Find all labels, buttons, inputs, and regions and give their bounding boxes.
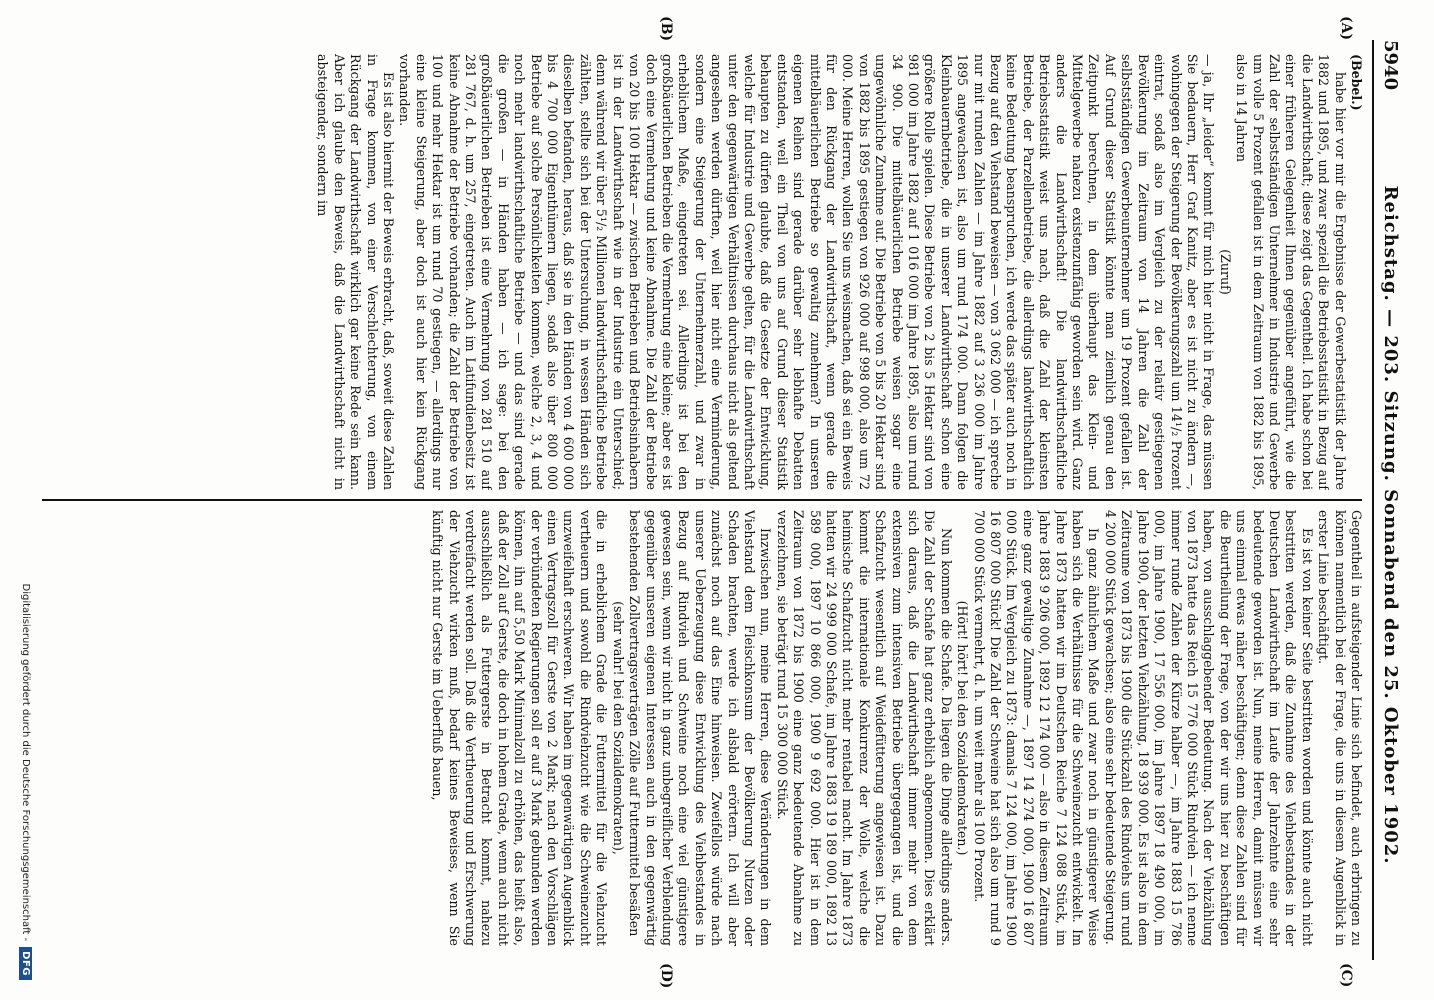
paragraph: Gegentheil in aufsteigender Linie sich befindet, auch erbringen zu können namentlich bei der Frage, die uns in diesem Augenblick in erster Linie beschäftigt. xyxy=(1316,510,1364,946)
paragraph: die in erheblichem Grade die Futtermittel für die Viehzucht vertheuern und sowohl die Rindviehzucht wie die Schweinezucht unzweifelhaft erschweren. Wir haben im gegenwärtigen Augenblick einen Vertragszoll für Gerste von 2 Mark; nach den Vorschlägen der verbündeten Regierungen soll er auf 3 Mark gebunden werden können, ihn auf 5,50 Mark Minimalzoll zu erhöhen, das heißt also, daß der Zoll auf Gerste, die doch in hohem Grade, wenn auch nicht ausschließlich als Futtergerste in Betracht kommt, nahezu verdreifacht werden soll. Daß die Vertheuerung und Erschwerung der Viehzucht wirken muß, bedarf keines Beweises, wenn Sie künftig nicht nur Gerste im Ueberfluß bauen, xyxy=(430,510,610,946)
right-column xyxy=(34,510,1364,946)
paragraph: Es ist von keiner Seite bestritten worden und könnte auch nicht bestritten werden, daß die Zunahme des Viehbestandes in der Deutschen Landwirthschaft im Laufe der Jahrzehnte eine sehr bedeutende geworden ist. Nun, meine Herren, damit müssen wir uns einmal etwas näher beschäftigen; denn diese Zahlen sind für die Beurtheilung der Frage, von der wir uns hier zu beschäftigen haben, von ausschlaggebender Bedeutung. Nach der Viehzählung von 1873 hatte das Reich 15 776 000 Stück Rindvieh — ich nenne immer runde Zahlen der Kürze halber —, im Jahre 1883 15 786 000, im Jahre 1900, 17 556 000, im Jahre 1897 18 490 000, im Jahre 1900, der letzten Viehzählung, 18 939 000. Es ist also in dem Zeitraume von 1873 bis 1900 die Stückzahl des Rindviehs um rund 4 200 000 Stück gewachsen; also eine sehr bedeutende Steigerung. xyxy=(1102,510,1315,946)
page-number: 5940 xyxy=(1380,40,1401,91)
paragraph: In ganz ähnlichem Maße und zwar noch in günstigerer Weise haben sich die Verhältnisse für die Schweinezucht entwickelt. Im Jahre 1873 hatten wir im Deutschen Reiche 7 124 088 Stück, im Jahre 1883 9 206 000, 1892 12 174 000 — also in diesem Zeitraum eine ganz gewaltige Zunahme —, 1897 14 274 000, 1900 16 807 000 Stück. Im Vergleich zu 1873: damals 7 124 000, im Jahre 1900 16 807 000 Stück! Die Zahl der Schweine hat sich also um rund 9 700 000 Stück vermehrt, d. h. um weit mehr als 100 Prozent. xyxy=(971,510,1102,946)
left-column xyxy=(34,54,1364,490)
dfg-logo: DFG xyxy=(19,947,32,980)
paragraph: Es ist also hiermit der Beweis erbracht, daß, soweit diese Zahlen in Frage kommen, von einer Verschlechterung, von einem Rückgang der Landwirthschaft wirklich gar keine Rede sein kann. Aber ich glaube den Beweis, daß die Landwirthschaft nicht in absteigender, sondern im xyxy=(315,54,397,490)
paragraph: habe hier vor mir die Ergebnisse der Gewerbestatistik der Jahre 1882 und 1895, und zwar speziell die Betriebsstatistik in Bezug auf die Landwirthschaft; diese zeigt das Gegentheil. Ich habe schon bei einer früheren Gelegenheit Ihnen gegenüber angeführt, wie die Zahl der selbstständigen Unternehmer in Industrie und Gewerbe um volle 5 Prozent gefallen ist in dem Zeitraum von 1882 bis 1895, also in 14 Jahren xyxy=(1234,54,1348,490)
page-header xyxy=(1380,40,1426,960)
paragraph: Nun kommen die Schafe. Da liegen die Dinge allerdings anders. Die Zahl der Schafe hat ganz erheblich abgenommen. Dies erklärt sich daraus, daß die Landwirthschaft immer mehr von dem extensiven zum intensiven Betriebe übergegangen ist, und die Schafzucht wesentlich auf Weidefütterung angewiesen ist. Dazu kommt die internationale Konkurrenz der Wolle, welche die heimische Schafzucht nicht mehr rentabel macht. Im Jahre 1873 hatten wir 24 999 000 Schafe, im Jahre 1883 19 189 000, 1892 13 589 000, 1897 10 866 000, 1900 9 692 000. Hier ist in dem Zeitraum von 1872 bis 1900 eine ganz bedeutende Abnahme zu verzeichnen, sie beträgt rund 15 300 000 Stück. xyxy=(774,510,954,946)
margin-letter-a: (A) xyxy=(1338,16,1354,41)
margin-letter-c: (C) xyxy=(1338,963,1354,988)
interjection: (sehr wahr! bei den Sozialdemokraten), xyxy=(610,601,626,855)
interjection: (Hört! hört! bei den Sozialdemokraten.) xyxy=(955,600,971,856)
paragraph: — ja, Ihr „leider“ kommt für mich hier nicht in Frage, das müssen Sie bedauern, Herr Graf Kanitz, aber es ist nicht zu ändern —, wohingegen der Steigerung der Bevölkerungszahl um 14¹/₂ Prozent eintrat, sodaß also im Vergleich zu der relativ gestiegenen Bevölkerung im Zeitraum von 14 Jahren die Zahl der selbstständigen Gewerbeunternehmer um 19 Prozent gefallen ist. Auf Grund dieser Statistik könnte man ziemlich genau den Zeitpunkt berechnen, in dem überhaupt das Klein- und Mittelgewerbe nahezu existenzunfähig geworden sein wird. Ganz anders die Landwirthschaft! Die landwirthschaftliche Betriebsstatistik weist uns nach, daß die Zahl der kleinsten Betriebe, der Parzellenbetriebe, die allerdings landwirthschaftlich keine Bedeutung beanspruchen, ich werde das später auch noch in Bezug auf den Viehstand beweisen — von 3 062 000 — ich spreche nur mit runden Zahlen — im Jahre 1882 auf 3 236 000 im Jahre 1895 angewachsen ist, also um rund 174 000. Dann folgen die Kleinbauernbetriebe, die in unserer Landwirthschaft schon eine größere Rolle spielen. Diese Betriebe von 2 bis 5 Hektar sind von 981 000 im Jahre 1882 auf 1 016 000 im Jahre 1895, also um rund 34 900. Die mittelbäuerlichen Betriebe weisen sogar eine ungewöhnliche Zunahme auf. Die Betriebe von 5 bis 20 Hektar sind von 1882 bis 1895 gestiegen von 926 000 auf 998 000, also um 72 000. Meine Herren, wollen Sie uns weismachen, daß sei ein Beweis für den Rückgang der Landwirthschaft, wenn gerade die mittelbäuerlichen Betriebe so gewaltig zunehmen? In unseren eigenen Reihen sind gerade darüber sehr lebhafte Debatten entstanden, weil ein Theil von uns auf Grund dieser Statistik behaupten zu dürfen glaubte, daß die Gesetze der Entwicklung, welche für Industrie und Gewerbe gelten, für die Landwirthschaft unter den gegenwärtigen Verhältnissen durchaus nicht als geltend angesehen werden dürften, weil hier nicht eine Verminderung, sondern eine Steigerung der Unternehmerzahl, und zwar in erheblichem Maße, eingetreten sei. Allerdings ist bei den großbäuerlichen Betrieben die Vermehrung eine kleine; aber es ist doch eine Vermehrung und keine Abnahme. Die Zahl der Betriebe von 20 bis 100 Hektar — zwischen Betrieben und Betriebsinhabern ist in der Landwirthschaft wie in der Industrie ein Unterschied; denn während wir über 5¹/₂ Millionen landwirthschaftliche Betriebe zählten, stellte sich bei der Untersuchung, in wessen Händen sich dieselben befanden, heraus, daß sie in den Händen von 4 600 000 bis 4 700 000 Eigenthümern liegen, sodaß also über 800 000 Betriebe auf solche Persönlichkeiten kommen, welche 2, 3, 4 und noch mehr landwirthschaftliche Betriebe — und das sind gerade die großen — in Händen haben — ich sage: bei den großbäuerlichen Betrieben ist eine Vermehrung von 281 510 auf 281 767, d. h. um 257, eingetreten. Auch im Latifundienbesitz ist keine Abnahme der Betriebe vorhanden; die Zahl der Betriebe von 100 und mehr Hektar ist um rund 70 gestiegen, — allerdings nur eine kleine Steigerung, aber doch ist auch hier kein Rückgang vorhanden. xyxy=(397,54,1217,490)
credit-text: Digitalisierung gefördert durch die Deutsche Forschungsgemeinschaft - xyxy=(20,583,31,942)
digitization-credit xyxy=(19,20,32,980)
column-divider xyxy=(42,499,1362,501)
running-title: Reichstag. — 203. Sitzung. Sonnabend den 25. Oktober 1902. xyxy=(1380,185,1401,865)
paragraph: Inzwischen nun, meine Herren, diese Veränderungen in dem Viehstand dem Fleischkonsum der Bevölkerung Nutzen oder Schaden brachten, werde ich alsbald erörtern. Ich will aber zunächst noch auf das Eine hinweisen. Zweifellos würde nach unserer Ueberzeugung diese Entwicklung des Viehbestandes in Bezug auf Rindvieh und Schweine noch eine viel günstigere gewesen sein, wenn wir nicht in ganz unbegreiflicher Verblendung gegenüber unseren eigenen Interessen auch in den gegenwärtig bestehenden Zollvertragsverträgen Zölle auf Futtermittel besäßen xyxy=(627,510,774,946)
margin-letter-d: (D) xyxy=(658,963,674,989)
speaker-tag: (Bebel.) xyxy=(1349,54,1364,111)
interjection: (Zuruf) xyxy=(1217,249,1233,295)
header-rule xyxy=(1372,40,1374,960)
margin-letter-b: (B) xyxy=(658,16,674,42)
